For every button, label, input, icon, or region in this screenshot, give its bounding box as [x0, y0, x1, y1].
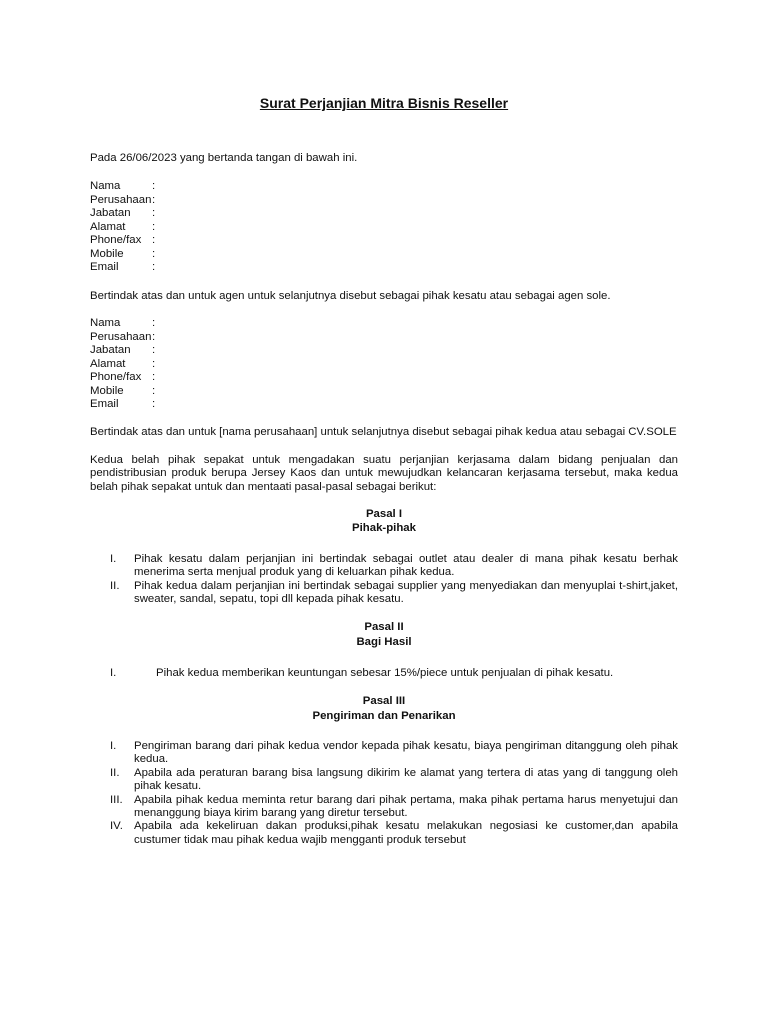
- field-row: [90, 248, 390, 262]
- pasal-1-heading: Pihak-pihak: [352, 522, 416, 534]
- field-row: [90, 221, 390, 235]
- field-label: Email: [90, 261, 119, 273]
- pasal-2-list: [90, 667, 678, 680]
- list-number: II.: [110, 579, 120, 592]
- field-colon: :: [152, 220, 156, 233]
- list-text: Apabila ada kekeliruan dakan produksi,pihak kesatu melakukan negosiasi ke customer,dan apabila custumer tidak mau pihak kedua wajib mengganti produk tersebut: [134, 820, 678, 846]
- field-row: [90, 371, 390, 385]
- field-colon: :: [152, 344, 156, 356]
- list-text: Apabila ada peraturan barang bisa langsung dikirim ke alamat yang tertera di atas yang di tanggung oleh pihak kesatu.: [134, 766, 678, 793]
- field-colon: :: [152, 357, 156, 370]
- field-label: Jabatan: [90, 344, 131, 356]
- list-number: II.: [110, 766, 120, 779]
- list-number: I.: [110, 553, 117, 565]
- field-label: Jabatan: [90, 207, 131, 219]
- document-title: Surat Perjanjian Mitra Bisnis Reseller: [259, 95, 509, 111]
- field-colon: :: [152, 398, 156, 410]
- field-colon: :: [152, 193, 156, 206]
- field-row: [90, 385, 390, 399]
- field-label: Mobile: [90, 384, 124, 397]
- field-label: Phone/fax: [90, 234, 142, 246]
- pasal-3-number: Pasal III: [362, 695, 406, 707]
- field-label: Alamat: [90, 220, 126, 233]
- agreement-paragraph: Kedua belah pihak sepakat untuk mengadakan suatu perjanjian kerjasama dalam bidang penjualan dan pendistribusian produk berupa Jersey Kaos dan untuk mewujudkan kelancaran kerjasama tersebut, maka kedua belah pihak sepakat untuk dan mentaati pasal-pasal sebagai berikut:: [90, 454, 678, 493]
- field-colon: :: [152, 317, 156, 329]
- list-item: [90, 820, 678, 847]
- list-text: Pihak kesatu dalam perjanjian ini bertindak sebagai outlet atau dealer di mana pihak kesatu berhak menerima serta menjual produk yang di keluarkan pihak kedua.: [134, 553, 678, 579]
- list-item: [90, 767, 678, 794]
- field-colon: :: [152, 180, 156, 192]
- field-row: [90, 317, 390, 331]
- field-colon: :: [152, 207, 156, 219]
- field-row: [90, 194, 390, 208]
- field-colon: :: [152, 261, 156, 273]
- field-label: Perusahaan: [90, 193, 152, 206]
- field-row: [90, 398, 390, 412]
- field-colon: :: [152, 247, 156, 260]
- list-item: [90, 580, 678, 607]
- field-row: [90, 207, 390, 221]
- list-number: I.: [110, 667, 117, 679]
- field-colon: :: [152, 371, 156, 383]
- field-label: Phone/fax: [90, 371, 142, 383]
- list-number: IV.: [110, 820, 123, 833]
- list-number: III.: [110, 793, 123, 806]
- field-label: Perusahaan: [90, 330, 152, 343]
- field-row: [90, 234, 390, 248]
- pasal-3-heading: Pengiriman dan Penarikan: [312, 710, 456, 722]
- field-label: Alamat: [90, 357, 126, 370]
- field-label: Nama: [90, 317, 121, 329]
- list-number: I.: [110, 740, 117, 752]
- pasal-2-number: Pasal II: [364, 621, 404, 633]
- list-text: Pihak kedua dalam perjanjian ini bertindak sebagai supplier yang menyediakan dan menyuplai t-shirt,jaket, sweater, sandal, sepatu, topi dll kepada pihak kesatu.: [134, 579, 678, 606]
- pasal-3-list: [90, 740, 678, 847]
- list-item: [90, 667, 678, 680]
- field-colon: :: [152, 384, 156, 397]
- field-colon: :: [152, 330, 156, 343]
- field-label: Mobile: [90, 247, 124, 260]
- field-row: [90, 331, 390, 345]
- intro-paragraph: Pada 26/06/2023 yang bertanda tangan di bawah ini.: [90, 152, 358, 164]
- list-text: Pihak kedua memberikan keuntungan sebesar 15%/piece untuk penjualan di pihak kesatu.: [156, 667, 614, 679]
- field-label: Nama: [90, 180, 121, 192]
- pasal-1-number: Pasal I: [365, 508, 403, 520]
- party2-statement: Bertindak atas dan untuk [nama perusahaan] untuk selanjutnya disebut sebagai pihak kedua atau sebagai CV.SOLE: [90, 426, 677, 438]
- list-item: [90, 553, 678, 580]
- pasal-1-list: [90, 553, 678, 607]
- list-text: Apabila pihak kedua meminta retur barang dari pihak pertama, maka pihak pertama harus menyetujui dan menanggung biaya kirim barang yang diretur tersebut.: [134, 793, 678, 820]
- field-colon: :: [152, 234, 156, 246]
- pasal-2-heading: Bagi Hasil: [356, 636, 412, 648]
- field-row: [90, 261, 390, 275]
- party1-statement: Bertindak atas dan untuk agen untuk selanjutnya disebut sebagai pihak kesatu atau sebagai agen sole.: [90, 290, 611, 302]
- party1-fields: [90, 180, 390, 275]
- list-item: [90, 740, 678, 767]
- field-label: Email: [90, 398, 119, 410]
- list-text: Pengiriman barang dari pihak kedua vendor kepada pihak kesatu, biaya pengiriman ditanggung oleh pihak kedua.: [134, 740, 678, 766]
- party2-fields: [90, 317, 390, 412]
- field-row: [90, 344, 390, 358]
- field-row: [90, 180, 390, 194]
- list-item: [90, 794, 678, 821]
- field-row: [90, 358, 390, 372]
